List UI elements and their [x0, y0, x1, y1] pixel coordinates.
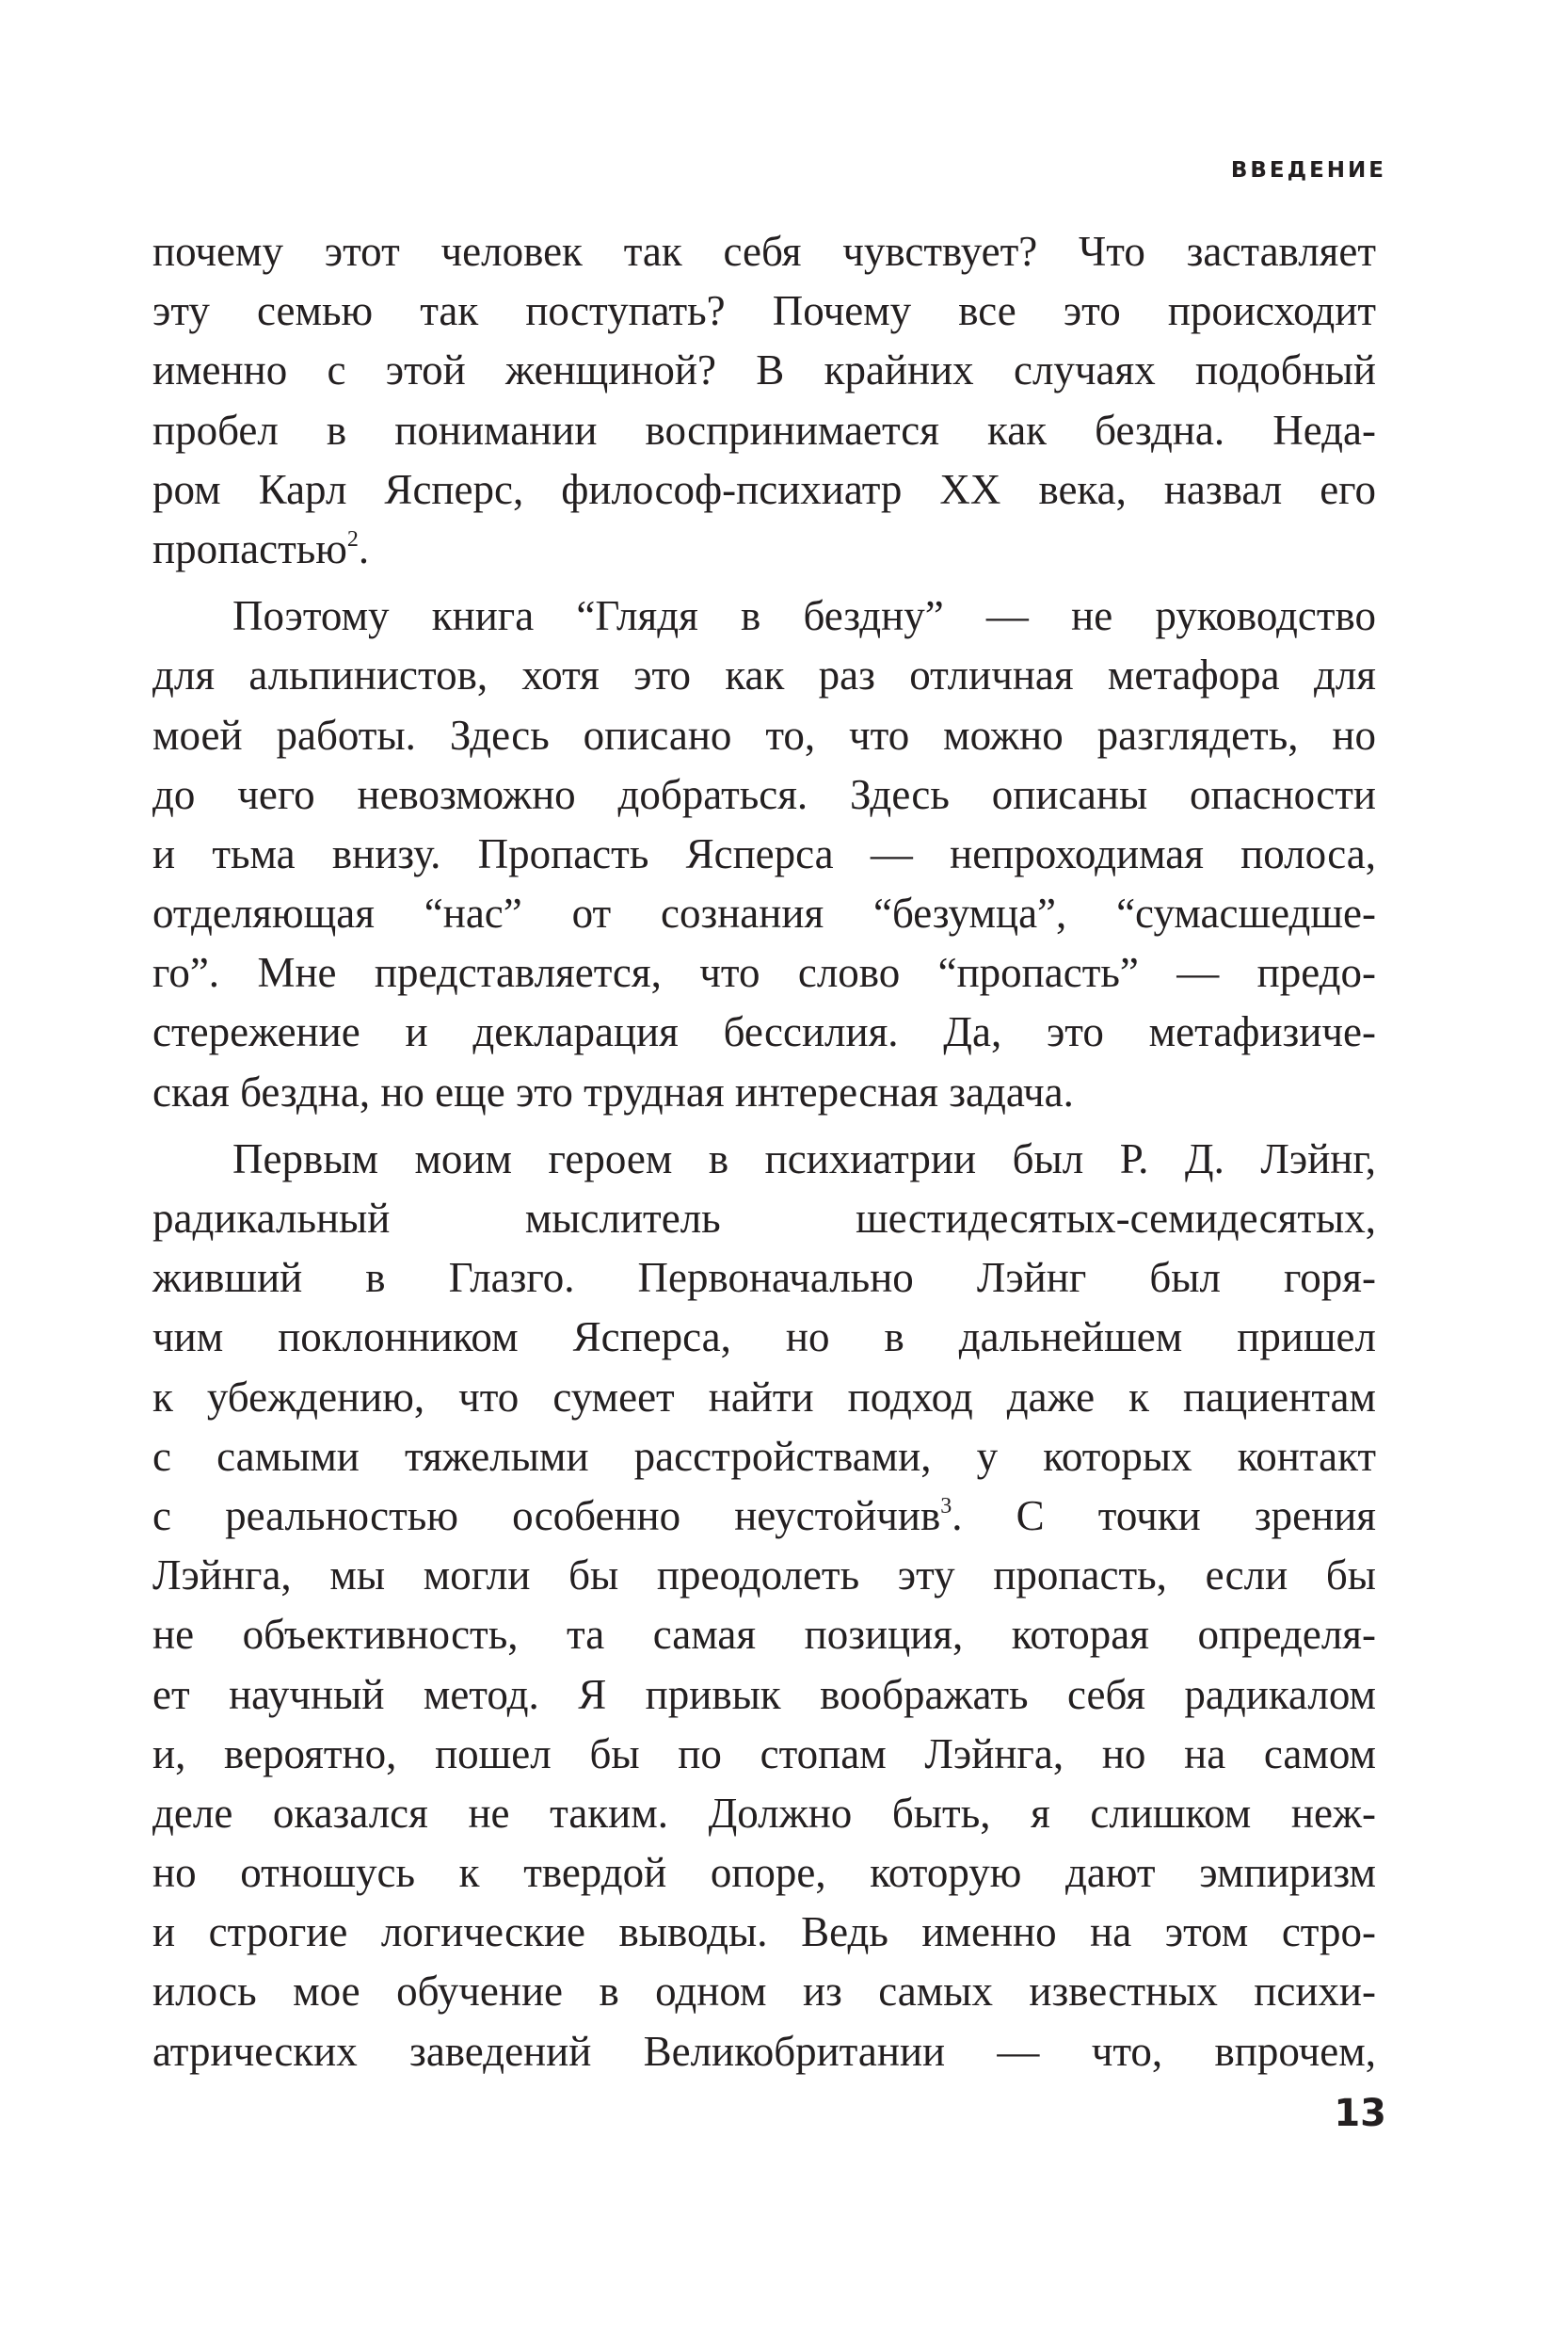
text-line: Лэйнга, мы могли бы преодолеть эту пропасть, если бы: [152, 1551, 1376, 1599]
text-line: чим поклонником Ясперса, но в дальнейшем пришел: [152, 1313, 1376, 1361]
text-line: моей работы. Здесь описано то, что можно разглядеть, но: [152, 711, 1376, 759]
text-line: и, вероятно, пошел бы по стопам Лэйнга, но на самом: [152, 1729, 1376, 1777]
text-line: к убеждению, что сумеет найти подход даже к пациентам: [152, 1373, 1376, 1421]
text-line: Первым моим героем в психиатрии был Р. Д. Лэйнг,: [232, 1134, 1376, 1182]
page-number: 13: [1334, 2092, 1386, 2135]
running-head: ВВЕДЕНИЕ: [1230, 158, 1386, 183]
text-line: атрических заведений Великобритании — что, впрочем,: [152, 2027, 1376, 2075]
text-line: почему этот человек так себя чувствует? Что заставляет: [152, 228, 1376, 275]
paragraph: [152, 1130, 1376, 2081]
text-line: и строгие логические выводы. Ведь именно на этом стро-: [152, 1908, 1376, 1956]
text-line: ет научный метод. Я привык воображать себя радикалом: [152, 1670, 1376, 1718]
text-line: ром Карл Ясперс, философ-психиатр XX века, назвал его: [152, 465, 1376, 513]
text-fragment: .: [358, 524, 370, 572]
text-line: с самыми тяжелыми расстройствами, у которых контакт: [152, 1432, 1376, 1480]
text-line: [152, 1486, 1376, 1546]
text-line: живший в Глазго. Первоначально Лэйнг был горя-: [152, 1254, 1376, 1302]
text-line: для альпинистов, хотя это как раз отличная метафора для: [152, 651, 1376, 699]
paragraph: [152, 587, 1376, 1122]
text-fragment: с реальностью особенно неустойчив: [152, 1491, 941, 1539]
text-line: именно с этой женщиной? В крайних случаях подобный: [152, 346, 1376, 394]
text-line: до чего невозможно добраться. Здесь описаны опасности: [152, 770, 1376, 818]
text-line: Поэтому книга “Глядя в бездну” — не руководство: [232, 592, 1376, 640]
text-line: радикальный мыслитель шестидесятых-семидесятых,: [152, 1195, 1376, 1242]
text-line: деле оказался не таким. Должно быть, я слишком неж-: [152, 1789, 1376, 1837]
text-line: пробел в понимании воспринимается как бездна. Неда-: [152, 406, 1376, 454]
text-line: и тьма внизу. Пропасть Ясперса — непроходимая полоса,: [152, 829, 1376, 877]
text-line: ская бездна, но еще это трудная интересная задача.: [152, 1068, 1074, 1116]
text-fragment: пропастью: [152, 524, 347, 572]
text-line: стережение и декларация бессилия. Да, это метафизиче-: [152, 1008, 1376, 1056]
text-line: но отношусь к твердой опоре, которую дают эмпиризм: [152, 1849, 1376, 1897]
text-line: илось мое обучение в одном из самых известных психи-: [152, 1968, 1376, 2016]
body-text: [152, 222, 1376, 2081]
text-line: [152, 520, 1376, 579]
footnote-ref[interactable]: 2: [346, 526, 359, 552]
text-fragment: . С точки зрения: [952, 1491, 1376, 1539]
paragraph: [152, 222, 1376, 579]
text-line: эту семью так поступать? Почему все это происходит: [152, 287, 1376, 335]
text-line: отделяющая “нас” от сознания “безумца”, “сумасшедше-: [152, 890, 1376, 938]
footnote-ref[interactable]: 3: [940, 1493, 952, 1519]
text-line: не объективность, та самая позиция, которая определя-: [152, 1611, 1376, 1659]
text-line: го”. Мне представляется, что слово “пропасть” — предо-: [152, 949, 1376, 997]
